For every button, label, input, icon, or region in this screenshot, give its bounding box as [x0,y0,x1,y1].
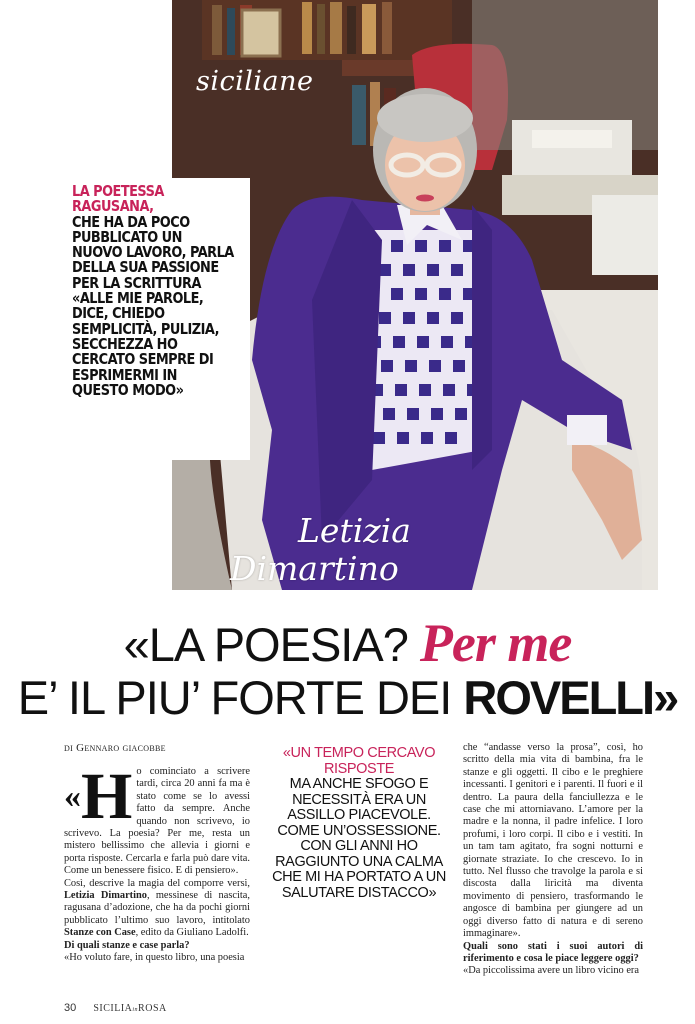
article-column-1 [64,760,250,965]
headline-line-1-text: «LA POESIA? [123,618,408,671]
byline: di Gennaro giacobbe [64,742,166,754]
intro-standfirst [72,184,235,398]
headline-line-1 [0,612,695,674]
dropcap [64,760,133,833]
subject-first-name: Letizia [298,511,411,550]
pull-quote-accent: «UN TEMPO CERCAVO RISPOSTE [282,745,436,777]
pull-quote-text: MA ANCHE SFOGO E NECESSITÀ ERA UN ASSILLO PIACEVOLE. COME UN’OSSESSIONE. CON GLI ANNI HO RAGGIUNTO UNA CALMA CHE MI HA PORTATO A UN SALUTARE DISTACCO» [272,776,446,901]
subject-last-name: Dimartino [230,549,399,588]
page-number: 30 [64,1002,77,1014]
col1-name: Letizia Dimartino [64,890,147,902]
col1-paragraph-2b: , messinese di nascita, ragusana d’adozione, che ha da pochi giorni pubblicato l’ultimo suo lavoro, intitolato [64,890,250,926]
publication-name [93,1003,166,1014]
subject-name [230,512,411,588]
col3-paragraph-1: che “andasse verso la prosa”, così, ho scritto della mia vita di bambina, fra le stanze e gli oggetti. Il cibo e le preghiere incessanti. I genitori e i parenti. Il fuori e il dentro. La paura della fanciullezza e le case che mi attorniavano. L’amore per la madre e la nonna, il padre infelice. I loro profumi, i loro corpi. Il cibo e i vestiti. In un tam tam agitato, fra sogni notturni e giornate straziate. Io che crescevo. Io in tutto. Nel flusso che travolge la parola e si discosta dalla liricità ma diventa movimento di pensiero, trasformando le angosce di bambina per giungere ad un oggi diverso fatto di natura e di sereno immaginare». [463,742,643,940]
publication-name-a: SICILIA [93,1003,133,1014]
col1-paragraph-2c: , edito da Giuliano Ladolfi. [135,927,249,939]
col3-paragraph-2: «Da piccolissima avere un libro vicino era [463,965,640,977]
publication-name-b: ROSA [138,1003,167,1014]
col1-paragraph-3: «Ho voluto fare, in questo libro, una poesia [64,952,245,964]
publication-name-small: in [132,1007,139,1013]
col1-question: Di quali stanze e case parla? [64,939,190,951]
headline-line-2-text: E’ IL PIU’ FORTE DEI [17,671,452,724]
pull-quote [268,746,450,901]
headline-line-2-bold: ROVELLI» [463,671,678,724]
dropcap-letter: H [81,760,133,833]
intro-text: CHE HA DA POCO PUBBLICATO UN NUOVO LAVORO, PARLA DELLA SUA PASSIONE PER LA SCRITTURA «ALLE MIE PAROLE, DICE, CHIEDO SEMPLICITÀ, PULIZIA, SECCHEZZA HO CERCATO SEMPRE DI ESPRIMERMI IN QUESTO MODO» [72,212,234,399]
col1-paragraph-1: o cominciato a scrivere tardi, circa 20 anni fa ma è stato come se lo avessi fatto da sempre. Anche quando non scrivevo, io scrivevo. La poesia? Per me, resta un mistero bellissimo che allevia i giorni e porta risposte. Cercarla e farla può dare vita. Come un benessere fisico. E di pensiero». [64,766,250,877]
article-column-3 [463,742,643,978]
col3-question: Quali sono stati i suoi autori di riferimento e cosa le piace leggere oggi? [463,940,643,964]
folio [64,1002,167,1014]
col1-paragraph-2a: Così, descrive la magia del comporre versi, [64,877,250,889]
intro-accent: LA POETESSA RAGUSANA, [72,182,164,216]
headline-line-1-accent: Per me [419,613,572,673]
section-tag: siciliane [196,66,314,97]
headline-line-2 [0,670,695,725]
col1-book-title: Stanze con Case [64,927,136,939]
dropcap-quote: « [64,778,81,815]
